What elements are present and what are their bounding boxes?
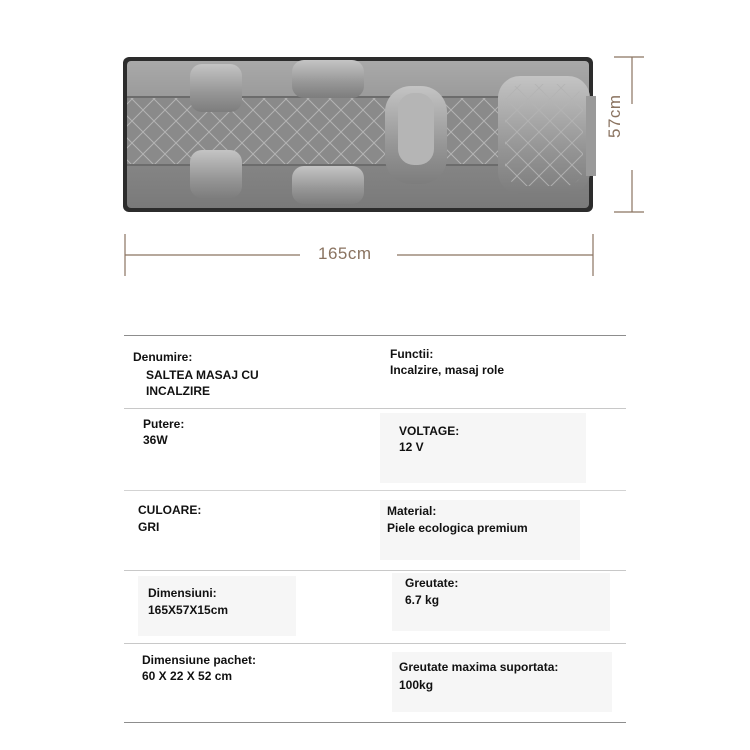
spec-label-name: Denumire: bbox=[133, 350, 193, 364]
row-divider bbox=[124, 408, 626, 409]
spec-label-dimensions: Dimensiuni: bbox=[148, 586, 217, 600]
spec-value-functions: Incalzire, masaj role bbox=[390, 363, 505, 377]
massage-mattress-illustration bbox=[0, 0, 750, 300]
spec-label-voltage: VOLTAGE: bbox=[399, 424, 460, 438]
spec-value-color: GRI bbox=[138, 520, 160, 534]
spec-label-functions: Functii: bbox=[390, 347, 434, 361]
width-dimension-label: 165cm bbox=[318, 244, 372, 263]
spec-value-max-weight: 100kg bbox=[399, 678, 434, 692]
spec-value-name: SALTEA MASAJ CU INCALZIRE bbox=[146, 368, 259, 398]
row-divider bbox=[124, 643, 626, 644]
product-image bbox=[0, 0, 750, 300]
table-top-rule bbox=[124, 335, 626, 336]
spec-value-package-dimensions: 60 X 22 X 52 cm bbox=[142, 669, 233, 683]
spec-label-color: CULOARE: bbox=[138, 503, 202, 517]
spec-value-weight: 6.7 kg bbox=[405, 593, 440, 607]
spec-label-package-dimensions: Dimensiune pachet: bbox=[142, 653, 257, 667]
spec-label-weight: Greutate: bbox=[405, 576, 459, 590]
row-divider bbox=[124, 490, 626, 491]
table-bottom-rule bbox=[124, 722, 626, 723]
spec-value-material: Piele ecologica premium bbox=[387, 521, 528, 535]
row-divider bbox=[124, 570, 626, 571]
height-dimension-label: 57cm bbox=[605, 94, 624, 138]
spec-value-voltage: 12 V bbox=[399, 440, 424, 454]
spec-label-power: Putere: bbox=[143, 417, 185, 431]
spec-label-material: Material: bbox=[387, 504, 437, 518]
spec-label-max-weight: Greutate maxima suportata: bbox=[399, 660, 559, 674]
spec-value-dimensions: 165X57X15cm bbox=[148, 603, 229, 617]
spec-value-power: 36W bbox=[143, 433, 168, 447]
